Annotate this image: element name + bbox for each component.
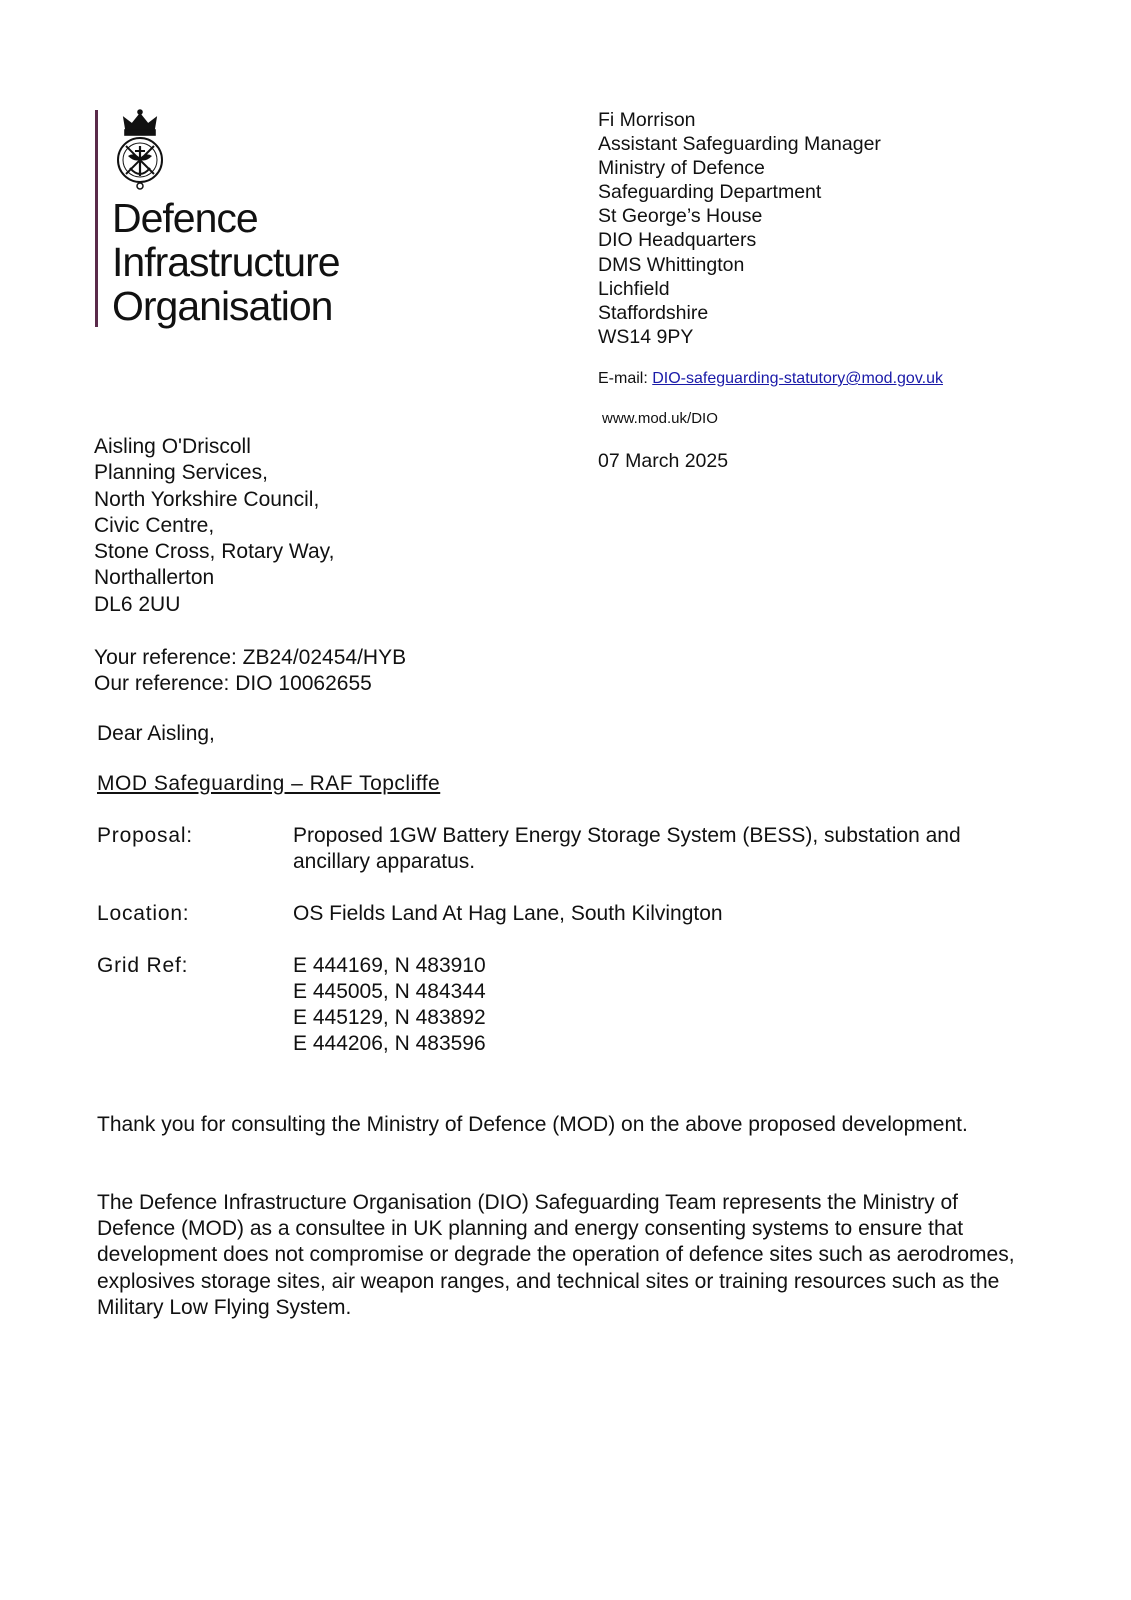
recipient-postcode: DL6 2UU — [94, 592, 181, 616]
logo-accent-bar — [95, 110, 98, 327]
email-label: E-mail: — [598, 370, 648, 387]
recipient-line: Planning Services, — [94, 461, 268, 485]
location-value: OS Fields Land At Hag Lane, South Kilvington — [293, 902, 723, 925]
grid-ref-label: Grid Ref: — [97, 954, 189, 977]
org-name-line: Defence — [112, 195, 258, 241]
grid-ref-item: E 444169, N 483910 — [293, 954, 486, 977]
subject-heading: MOD Safeguarding – RAF Topcliffe — [97, 772, 441, 795]
sender-line: Ministry of Defence — [598, 157, 765, 180]
paragraph-dio-role: The Defence Infrastructure Organisation (DIO) Safeguarding Team represents the Ministry of Defence (MOD) as a consultee in UK planning and energy consenting systems to ensure that development does not compromise or degrade the operation of defence sites such as aerodromes, explosives storage sites, air weapon ranges, and technical sites or training resources such as the Military Low Flying System. — [97, 1191, 1015, 1319]
recipient-address — [94, 434, 334, 618]
sender-line: Staffordshire — [598, 301, 709, 324]
sender-line: Safeguarding Department — [598, 181, 822, 204]
sender-line: Lichfield — [598, 277, 670, 300]
website-text: www.mod.uk/DIO — [602, 410, 718, 427]
grid-ref-list — [293, 953, 1013, 1057]
sender-address — [598, 108, 881, 349]
grid-ref-item: E 445129, N 483892 — [293, 1006, 486, 1029]
location-label: Location: — [97, 902, 190, 925]
proposal-label: Proposal: — [97, 824, 193, 847]
org-name-line: Organisation — [112, 283, 333, 329]
salutation: Dear Aisling, — [97, 722, 215, 745]
your-reference: Your reference: ZB24/02454/HYB — [94, 646, 407, 669]
email-link[interactable]: DIO-safeguarding-statutory@mod.gov.uk — [652, 370, 943, 387]
org-name-line: Infrastructure — [112, 239, 340, 285]
crest-icon — [108, 108, 172, 192]
recipient-line: Civic Centre, — [94, 513, 215, 537]
sender-line: St George’s House — [598, 205, 763, 228]
proposal-value: Proposed 1GW Battery Energy Storage System (BESS), substation and ancillary apparatus. — [293, 824, 961, 873]
grid-ref-item: E 445005, N 484344 — [293, 980, 486, 1003]
recipient-name: Aisling O'Driscoll — [94, 435, 251, 458]
references — [94, 645, 406, 697]
recipient-line: North Yorkshire Council, — [94, 487, 320, 511]
sender-line: DMS Whittington — [598, 253, 745, 276]
paragraph-thanks: Thank you for consulting the Ministry of Defence (MOD) on the above proposed development. — [97, 1113, 968, 1136]
letter-date: 07 March 2025 — [598, 450, 729, 472]
sender-name: Fi Morrison — [598, 109, 696, 131]
sender-postcode: WS14 9PY — [598, 325, 694, 348]
org-name — [112, 196, 340, 328]
our-reference: Our reference: DIO 10062655 — [94, 672, 372, 695]
sender-title: Assistant Safeguarding Manager — [598, 133, 881, 156]
recipient-line: Stone Cross, Rotary Way, — [94, 540, 335, 564]
grid-ref-item: E 444206, N 483596 — [293, 1032, 486, 1055]
sender-line: DIO Headquarters — [598, 229, 757, 252]
recipient-line: Northallerton — [94, 566, 215, 590]
email-line — [598, 369, 943, 389]
